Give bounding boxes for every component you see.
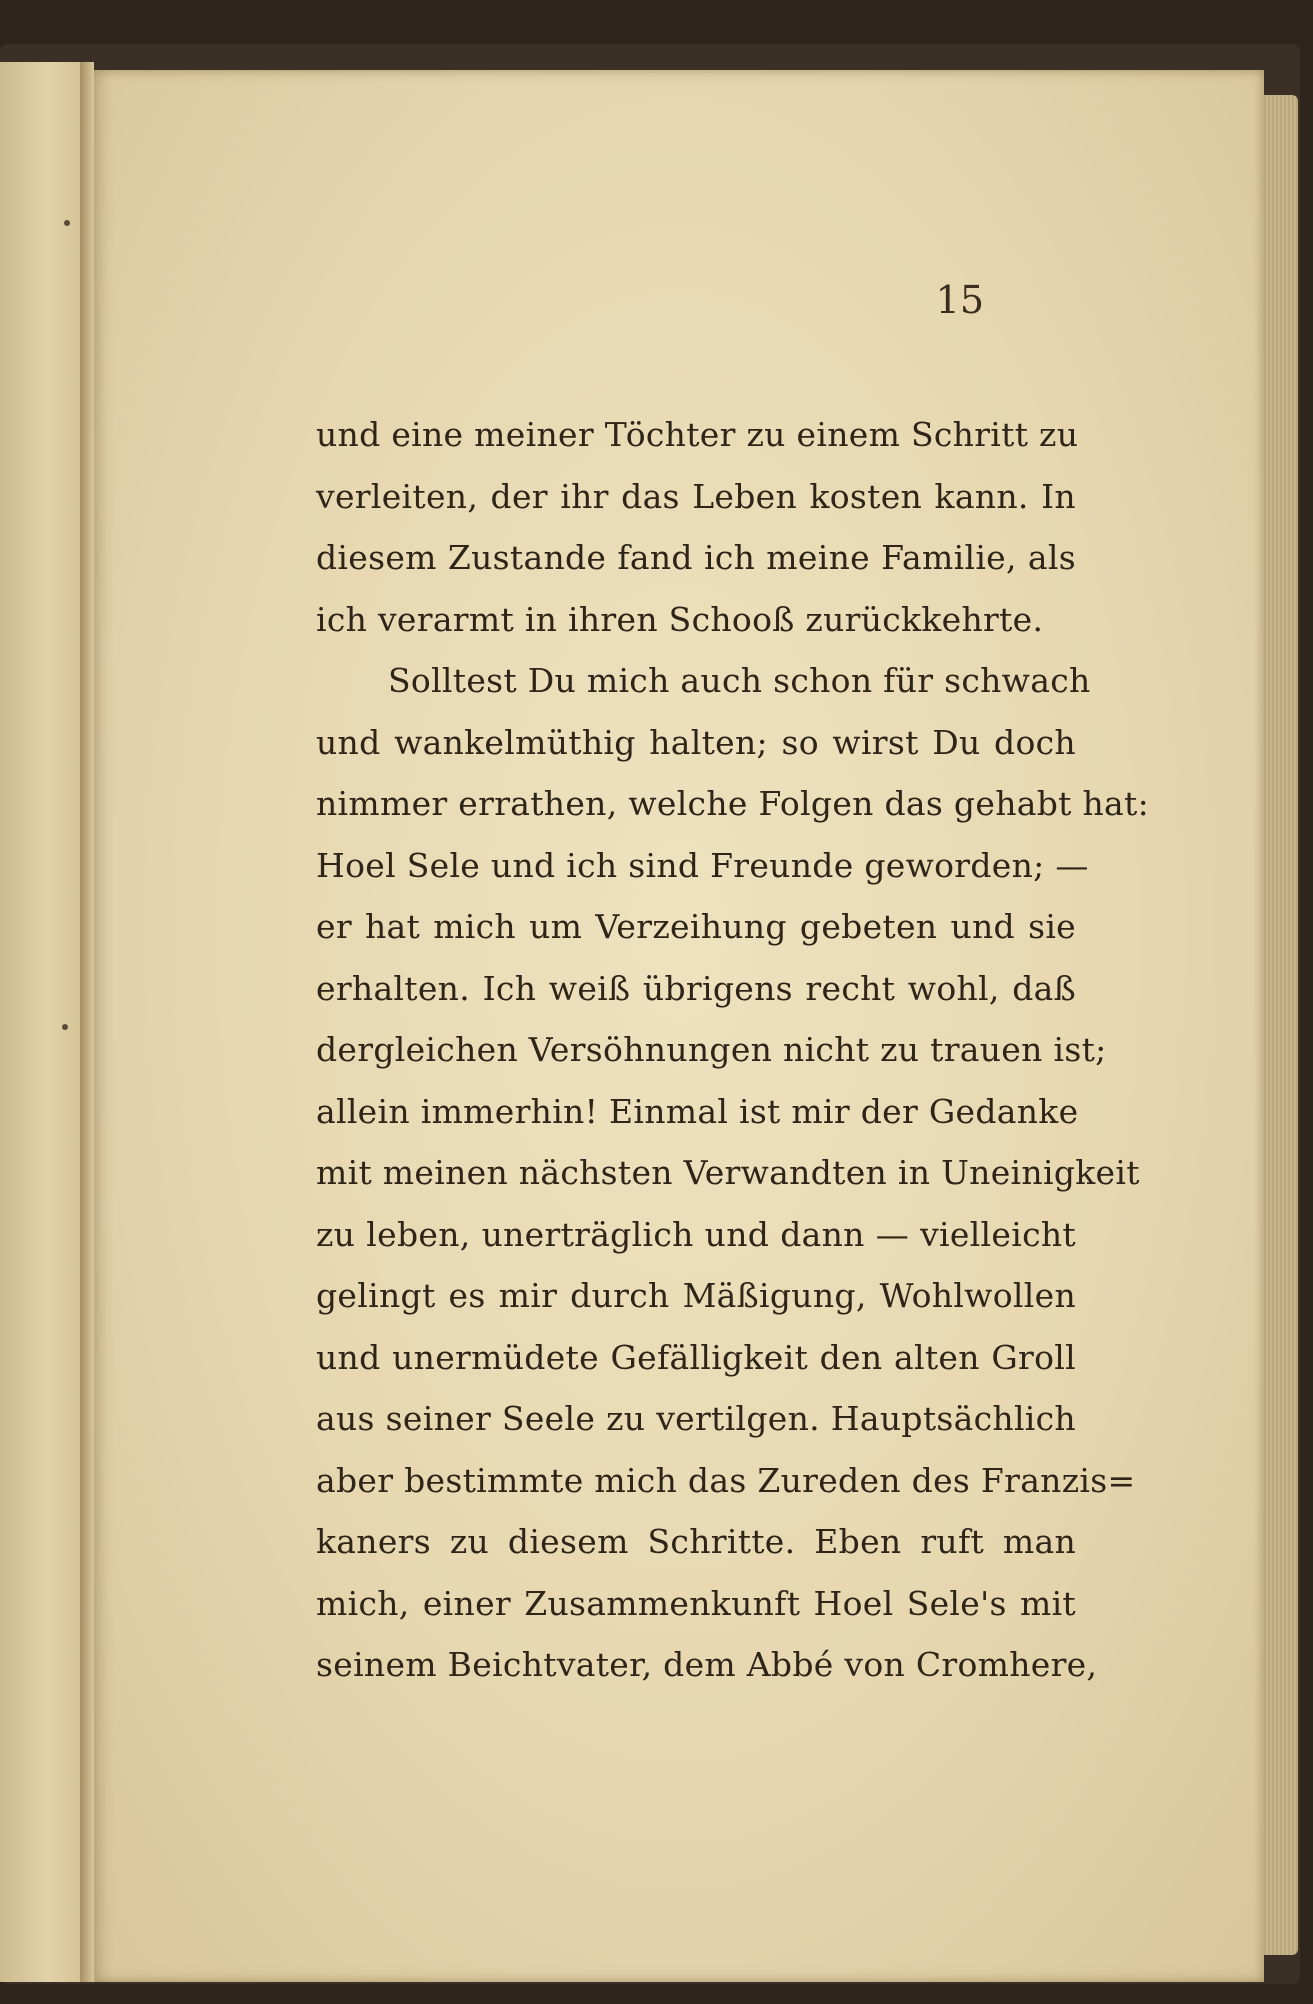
text-line: erhalten. Ich weiß übrigens recht wohl, daß [316, 968, 1076, 1008]
margin-mark [62, 1024, 68, 1030]
text-line: allein immerhin! Einmal ist mir der Gedanke [316, 1091, 1079, 1131]
body-text [316, 404, 1149, 1696]
text-line: gelingt es mir durch Mäßigung, Wohlwollen [316, 1276, 1076, 1315]
book-gutter [80, 62, 94, 1982]
text-line: nimmer errathen, welche Folgen das gehabt hat: [316, 784, 1149, 823]
text-line: und wankelmüthig halten; so wirst Du doch [316, 722, 1076, 762]
paragraph-start-line: Solltest Du mich auch schon für schwach [388, 661, 1091, 700]
text-line: verleiten, der ihr das Leben kosten kann. In [316, 476, 1076, 516]
text-line: aber bestimmte mich das Zureden des Franzis= [316, 1460, 1136, 1500]
page-edges [1258, 95, 1298, 1955]
book-page [94, 70, 1264, 1982]
text-line: diesem Zustande fand ich meine Familie, als [316, 538, 1076, 577]
text-line: zu leben, unerträglich und dann — vielleicht [316, 1214, 1076, 1254]
text-line: dergleichen Versöhnungen nicht zu trauen ist; [316, 1030, 1107, 1069]
text-line: und eine meiner Töchter zu einem Schritt zu [316, 415, 1079, 454]
text-line: mit meinen nächsten Verwandten in Uneinigkeit [316, 1153, 1140, 1192]
margin-mark [64, 220, 70, 226]
left-page-edge [0, 62, 80, 1982]
text-line: seinem Beichtvater, dem Abbé von Cromhere, [316, 1645, 1098, 1684]
text-line: aus seiner Seele zu vertilgen. Hauptsächlich [316, 1399, 1076, 1438]
text-line: ich verarmt in ihren Schooß zurückkehrte. [316, 599, 1044, 639]
text-line: Hoel Sele und ich sind Freunde geworden; — [316, 845, 1089, 885]
text-line: er hat mich um Verzeihung gebeten und sie [316, 907, 1076, 946]
page-number: 15 [935, 278, 984, 322]
text-line: kaners zu diesem Schritte. Eben ruft man [316, 1522, 1076, 1561]
text-line: mich, einer Zusammenkunft Hoel Sele's mit [316, 1583, 1076, 1623]
text-line: und unermüdete Gefälligkeit den alten Groll [316, 1337, 1076, 1377]
